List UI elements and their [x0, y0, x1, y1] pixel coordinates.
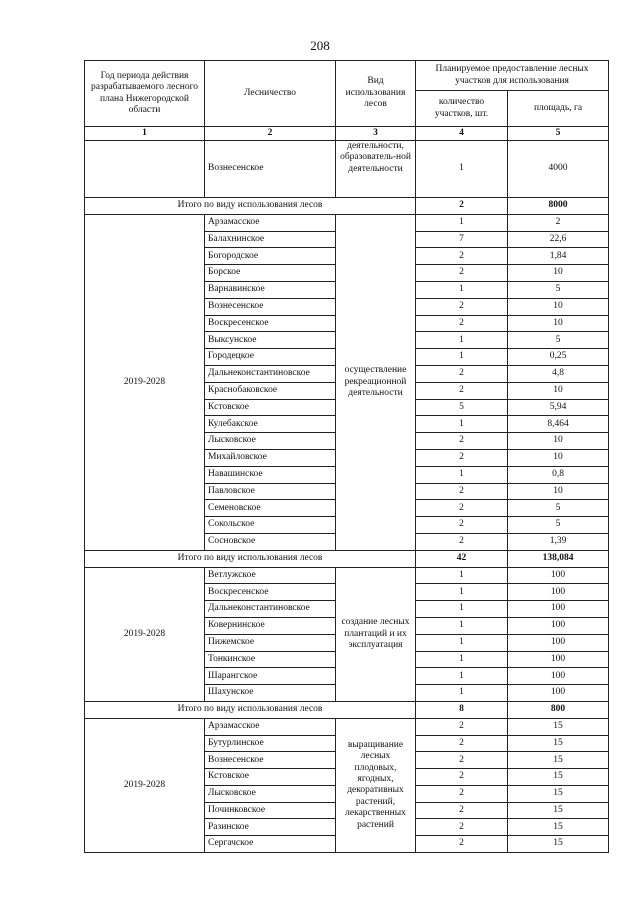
count-cell: 1	[416, 332, 508, 349]
count-cell: 2	[416, 449, 508, 466]
count-cell: 1	[416, 567, 508, 584]
table-row	[85, 567, 609, 584]
total-area: 138,084	[508, 550, 609, 567]
area-cell: 5	[508, 517, 609, 534]
total-count: 2	[416, 198, 508, 215]
forestry-cell: Дальнеконстантиновское	[205, 365, 336, 382]
area-cell: 15	[508, 735, 609, 752]
count-cell: 2	[416, 819, 508, 836]
forestry-cell: Воскресенское	[205, 584, 336, 601]
area-cell: 5,94	[508, 399, 609, 416]
count-cell: 1	[416, 214, 508, 231]
count-cell: 1	[416, 141, 508, 198]
forestry-cell: Кстовское	[205, 399, 336, 416]
total-label: Итого по виду использования лесов	[85, 198, 416, 215]
use-cell: выращивание лесных плодовых, ягодных, декоративных растений, лекарственных растений	[336, 718, 416, 852]
count-cell: 1	[416, 349, 508, 366]
count-cell: 1	[416, 634, 508, 651]
total-row	[85, 701, 609, 718]
area-cell: 15	[508, 819, 609, 836]
count-cell: 1	[416, 466, 508, 483]
forestry-cell: Бутурлинское	[205, 735, 336, 752]
count-cell: 1	[416, 416, 508, 433]
count-cell: 7	[416, 231, 508, 248]
area-cell: 100	[508, 651, 609, 668]
forestry-cell: Сосновское	[205, 533, 336, 550]
count-cell: 2	[416, 802, 508, 819]
use-cell: осуществление рекреационной деятельности	[336, 214, 416, 550]
count-cell: 1	[416, 584, 508, 601]
count-cell: 2	[416, 836, 508, 853]
forestry-cell: Варнавинское	[205, 281, 336, 298]
count-cell: 2	[416, 517, 508, 534]
area-cell: 15	[508, 752, 609, 769]
table-row	[85, 718, 609, 735]
area-cell: 0,8	[508, 466, 609, 483]
col-num-2: 2	[205, 127, 336, 141]
count-cell: 2	[416, 785, 508, 802]
area-cell: 8,464	[508, 416, 609, 433]
col-num-5: 5	[508, 127, 609, 141]
area-cell: 5	[508, 332, 609, 349]
forestry-cell: Ковернинское	[205, 617, 336, 634]
year-cell: 2019-2028	[85, 214, 205, 550]
forestry-cell: Воскресенское	[205, 315, 336, 332]
forestry-cell: Богородское	[205, 248, 336, 265]
count-cell: 1	[416, 617, 508, 634]
count-cell: 5	[416, 399, 508, 416]
forestry-cell: Краснобаковское	[205, 382, 336, 399]
total-label: Итого по виду использования лесов	[85, 701, 416, 718]
count-cell: 1	[416, 668, 508, 685]
table-row	[85, 214, 609, 231]
count-cell: 2	[416, 752, 508, 769]
forestry-cell: Пижемское	[205, 634, 336, 651]
area-cell: 100	[508, 634, 609, 651]
count-cell: 2	[416, 382, 508, 399]
forestry-cell: Михайловское	[205, 449, 336, 466]
area-cell: 1,84	[508, 248, 609, 265]
total-count: 8	[416, 701, 508, 718]
forestry-cell: Навашинское	[205, 466, 336, 483]
area-cell: 0,25	[508, 349, 609, 366]
area-cell: 15	[508, 802, 609, 819]
count-cell: 2	[416, 433, 508, 450]
count-cell: 1	[416, 281, 508, 298]
area-cell: 15	[508, 769, 609, 786]
count-cell: 2	[416, 315, 508, 332]
count-cell: 2	[416, 483, 508, 500]
forestry-cell: Борское	[205, 265, 336, 282]
use-cell: деятельности, образователь-ной деятельности	[336, 141, 416, 198]
page-number: 208	[310, 38, 330, 53]
header-area: площадь, га	[508, 91, 609, 127]
count-cell: 1	[416, 601, 508, 618]
forestry-cell: Семеновское	[205, 500, 336, 517]
col-num-1: 1	[85, 127, 205, 141]
forestry-cell: Ветлужское	[205, 567, 336, 584]
forestry-cell: Павловское	[205, 483, 336, 500]
forestry-cell: Разинское	[205, 819, 336, 836]
area-cell: 15	[508, 836, 609, 853]
forestry-cell: Вознесенское	[205, 298, 336, 315]
area-cell: 1,39	[508, 533, 609, 550]
forestry-cell: Починковское	[205, 802, 336, 819]
header-planned: Планируемое предоставление лесных участков для использования	[416, 61, 609, 91]
col-num-3: 3	[336, 127, 416, 141]
count-cell: 2	[416, 265, 508, 282]
area-cell: 100	[508, 567, 609, 584]
forest-plan-table	[84, 60, 609, 853]
area-cell: 2	[508, 214, 609, 231]
area-cell: 100	[508, 685, 609, 702]
forestry-cell: Сокольское	[205, 517, 336, 534]
count-cell: 2	[416, 533, 508, 550]
area-cell: 100	[508, 617, 609, 634]
area-cell: 10	[508, 382, 609, 399]
count-cell: 2	[416, 248, 508, 265]
forestry-cell: Арзамасское	[205, 718, 336, 735]
area-cell: 15	[508, 785, 609, 802]
area-cell: 22,6	[508, 231, 609, 248]
area-cell: 4,8	[508, 365, 609, 382]
forestry-cell: Городецкое	[205, 349, 336, 366]
forestry-cell: Вознесенское	[205, 752, 336, 769]
forestry-cell: Лысковское	[205, 785, 336, 802]
forestry-cell: Вознесенское	[205, 141, 336, 198]
count-cell: 2	[416, 718, 508, 735]
use-cell: создание лесных плантаций и их эксплуатация	[336, 567, 416, 701]
count-cell: 1	[416, 651, 508, 668]
forestry-cell: Сергачское	[205, 836, 336, 853]
header-year: Год периода действия разрабатываемого лесного плана Нижегородской области	[85, 61, 205, 127]
forestry-cell: Лысковское	[205, 433, 336, 450]
total-area: 800	[508, 701, 609, 718]
forestry-cell: Кстовское	[205, 769, 336, 786]
year-cell: 2019-2028	[85, 567, 205, 701]
forestry-cell: Шарангское	[205, 668, 336, 685]
total-area: 8000	[508, 198, 609, 215]
forestry-cell: Балахнинское	[205, 231, 336, 248]
forestry-cell: Арзамасское	[205, 214, 336, 231]
forestry-cell: Дальнеконстантиновское	[205, 601, 336, 618]
area-cell: 10	[508, 315, 609, 332]
forestry-cell: Кулебакское	[205, 416, 336, 433]
count-cell: 2	[416, 735, 508, 752]
total-row	[85, 550, 609, 567]
count-cell: 2	[416, 769, 508, 786]
count-cell: 2	[416, 298, 508, 315]
count-cell: 1	[416, 685, 508, 702]
year-cell: 2019-2028	[85, 718, 205, 852]
year-cell	[85, 141, 205, 198]
count-cell: 2	[416, 500, 508, 517]
col-num-4: 4	[416, 127, 508, 141]
header-forestry: Лесничество	[205, 61, 336, 127]
table-row	[85, 141, 609, 198]
area-cell: 100	[508, 601, 609, 618]
area-cell: 5	[508, 281, 609, 298]
area-cell: 10	[508, 483, 609, 500]
total-count: 42	[416, 550, 508, 567]
area-cell: 10	[508, 298, 609, 315]
area-cell: 10	[508, 265, 609, 282]
area-cell: 4000	[508, 141, 609, 198]
header-count: количество участков, шт.	[416, 91, 508, 127]
total-row	[85, 198, 609, 215]
area-cell: 100	[508, 584, 609, 601]
area-cell: 10	[508, 433, 609, 450]
area-cell: 15	[508, 718, 609, 735]
forestry-cell: Тонкинское	[205, 651, 336, 668]
total-label: Итого по виду использования лесов	[85, 550, 416, 567]
area-cell: 5	[508, 500, 609, 517]
forestry-cell: Выксунское	[205, 332, 336, 349]
forestry-cell: Шахунское	[205, 685, 336, 702]
count-cell: 2	[416, 365, 508, 382]
area-cell: 10	[508, 449, 609, 466]
header-use-type: Вид использования лесов	[336, 61, 416, 127]
area-cell: 100	[508, 668, 609, 685]
